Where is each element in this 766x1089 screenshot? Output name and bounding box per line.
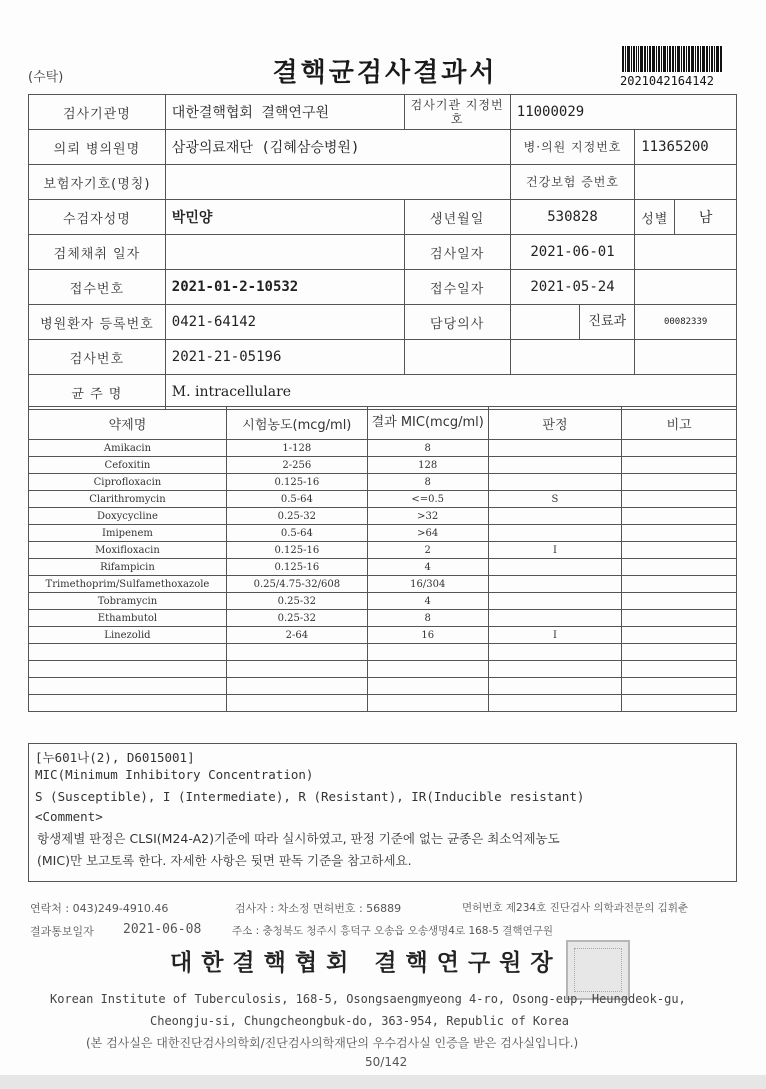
judgement: I bbox=[488, 627, 622, 644]
drug-name: Amikacin bbox=[29, 440, 227, 457]
certification-note: (본 검사실은 대한진단검사의학회/진단검사의학재단의 우수검사실 인증을 받은 검사실입니다.) bbox=[86, 1036, 579, 1050]
comment-line-2: (MIC)만 보고토록 한다. 자세한 사항은 뒷면 판독 기준을 참고하세요. bbox=[37, 853, 412, 868]
official-seal bbox=[566, 940, 630, 1000]
drug-name: Ciprofloxacin bbox=[29, 474, 227, 491]
test-date-value: 2021-06-01 bbox=[510, 235, 634, 270]
result-legend: S (Susceptible), I (Intermediate), R (Resistant), IR(Inducible resistant) bbox=[35, 789, 585, 804]
mic-value: >32 bbox=[367, 508, 488, 525]
page-number: 50/142 bbox=[365, 1055, 408, 1069]
mic-value bbox=[367, 678, 488, 695]
physician-license: 면허번호 제234호 진단검사 의학과전문의 김휘춘 bbox=[462, 902, 689, 914]
report-date-value: 2021-06-08 bbox=[123, 922, 202, 937]
mic-value: 16 bbox=[367, 627, 488, 644]
table-row bbox=[29, 627, 737, 644]
drug-name: Tobramycin bbox=[29, 593, 227, 610]
drug-name: Cefoxitin bbox=[29, 457, 227, 474]
judgement bbox=[488, 576, 622, 593]
test-range: 2-256 bbox=[226, 457, 367, 474]
test-range: 0.125-16 bbox=[226, 474, 367, 491]
drug-name: Trimethoprim/Sulfamethoxazole bbox=[29, 576, 227, 593]
remark bbox=[622, 627, 737, 644]
judgement bbox=[488, 559, 622, 576]
mic-value: 128 bbox=[367, 457, 488, 474]
mic-value: >64 bbox=[367, 525, 488, 542]
judgement bbox=[488, 610, 622, 627]
mic-value: 2 bbox=[367, 542, 488, 559]
remark bbox=[622, 695, 737, 712]
mic-value: <=0.5 bbox=[367, 491, 488, 508]
test-range bbox=[226, 695, 367, 712]
remark bbox=[622, 542, 737, 559]
test-range: 2-64 bbox=[226, 627, 367, 644]
judgement bbox=[488, 644, 622, 661]
mic-value: 4 bbox=[367, 593, 488, 610]
doctor-value bbox=[511, 305, 580, 339]
judgement bbox=[488, 440, 622, 457]
header-remark: 비고 bbox=[622, 407, 737, 440]
comment-line-1: 항생제별 판정은 CLSI(M24-A2)기준에 따라 실시하였고, 판정 기준에 없는 균종은 최소억제농도 bbox=[37, 831, 560, 846]
test-number-label: 검사번호 bbox=[29, 340, 166, 375]
judgement bbox=[488, 457, 622, 474]
comment-label: <Comment> bbox=[35, 809, 103, 824]
test-range: 0.125-16 bbox=[226, 559, 367, 576]
species-label: 균 주 명 bbox=[29, 375, 166, 410]
sex-value: 남 bbox=[675, 200, 737, 235]
table-row bbox=[29, 508, 737, 525]
header-drug: 약제명 bbox=[29, 407, 227, 440]
drug-name bbox=[29, 644, 227, 661]
judgement: I bbox=[488, 542, 622, 559]
header-judgement: 판정 bbox=[488, 407, 622, 440]
receipt-date-value: 2021-05-24 bbox=[510, 270, 634, 305]
insurer-value bbox=[165, 165, 510, 200]
birth-date-label: 생년월일 bbox=[404, 200, 510, 235]
barcode-image bbox=[622, 46, 728, 72]
mic-definition: MIC(Minimum Inhibitory Concentration) bbox=[35, 767, 314, 782]
tester-info: 검사자 : 차소정 면허번호 : 56889 bbox=[235, 902, 402, 915]
test-range: 0.25-32 bbox=[226, 593, 367, 610]
table-row bbox=[29, 525, 737, 542]
drug-name: Ethambutol bbox=[29, 610, 227, 627]
remark bbox=[622, 491, 737, 508]
receipt-date-label: 접수일자 bbox=[404, 270, 510, 305]
test-range: 0.5-64 bbox=[226, 491, 367, 508]
test-range: 0.25-32 bbox=[226, 610, 367, 627]
remark bbox=[622, 610, 737, 627]
hospital-code-label: 병·의원 지정번호 bbox=[510, 130, 634, 165]
table-row bbox=[29, 678, 737, 695]
department-label: 진료과 bbox=[588, 314, 627, 329]
remark bbox=[622, 508, 737, 525]
remark bbox=[622, 593, 737, 610]
mic-value bbox=[367, 695, 488, 712]
judgement bbox=[488, 593, 622, 610]
lab-label: 검사기관명 bbox=[29, 95, 166, 130]
collection-date-label: 검체채취 일자 bbox=[29, 235, 166, 270]
receipt-number-value: 2021-01-2-10532 bbox=[165, 270, 404, 305]
table-row bbox=[29, 576, 737, 593]
test-range: 1-128 bbox=[226, 440, 367, 457]
hospital-value: 삼광의료재단 (김혜삼승병원) bbox=[165, 130, 510, 165]
mic-value: 16/304 bbox=[367, 576, 488, 593]
registration-number-value: 0421-64142 bbox=[165, 305, 404, 340]
judgement bbox=[488, 525, 622, 542]
judgement: S bbox=[488, 491, 622, 508]
remark bbox=[622, 440, 737, 457]
mic-value: 8 bbox=[367, 440, 488, 457]
test-date-label: 검사일자 bbox=[404, 235, 510, 270]
lab-value: 대한결핵협회 결핵연구원 bbox=[165, 95, 404, 130]
test-range bbox=[226, 644, 367, 661]
doctor-label: 담당의사 bbox=[404, 305, 510, 340]
test-range: 0.125-16 bbox=[226, 542, 367, 559]
test-range: 0.25-32 bbox=[226, 508, 367, 525]
health-insurance-label: 건강보험 증번호 bbox=[510, 165, 634, 200]
mic-value: 8 bbox=[367, 474, 488, 491]
remark bbox=[622, 661, 737, 678]
table-row bbox=[29, 559, 737, 576]
drug-name bbox=[29, 678, 227, 695]
drug-name: Moxifloxacin bbox=[29, 542, 227, 559]
remark bbox=[622, 576, 737, 593]
remark bbox=[622, 644, 737, 661]
report-title: 결핵균검사결과서 bbox=[272, 58, 498, 88]
table-row bbox=[29, 474, 737, 491]
mic-value bbox=[367, 644, 488, 661]
drug-name: Rifampicin bbox=[29, 559, 227, 576]
scan-margin bbox=[0, 1075, 766, 1089]
drug-name: Doxycycline bbox=[29, 508, 227, 525]
patient-info-table bbox=[28, 94, 737, 410]
species-value: M. intracellulare bbox=[165, 375, 736, 410]
drug-name bbox=[29, 695, 227, 712]
table-row bbox=[29, 457, 737, 474]
drug-susceptibility-table bbox=[28, 406, 737, 712]
lab-code-label: 검사기관 지정번호 bbox=[404, 95, 510, 130]
judgement bbox=[488, 695, 622, 712]
remark bbox=[622, 525, 737, 542]
table-row bbox=[29, 542, 737, 559]
patient-name-value: 박민양 bbox=[165, 200, 404, 235]
institute-address: 주소 : 충청북도 청주시 흥덕구 오송읍 오송생명4로 168-5 결핵연구원 bbox=[232, 925, 554, 937]
table-row bbox=[29, 661, 737, 678]
department-value: 00082339 bbox=[635, 305, 737, 340]
hospital-code-value: 11365200 bbox=[635, 130, 737, 165]
remark bbox=[622, 559, 737, 576]
remark bbox=[622, 457, 737, 474]
test-range: 0.25/4.75-32/608 bbox=[226, 576, 367, 593]
receipt-number-label: 접수번호 bbox=[29, 270, 166, 305]
test-range bbox=[226, 678, 367, 695]
table-row bbox=[29, 593, 737, 610]
report-date-label: 결과통보일자 bbox=[30, 925, 94, 938]
english-address-2: Cheongju-si, Chungcheongbuk-do, 363-954, Republic of Korea bbox=[150, 1014, 570, 1028]
test-range: 0.5-64 bbox=[226, 525, 367, 542]
lab-code-value: 11000029 bbox=[510, 95, 736, 130]
table-row bbox=[29, 610, 737, 627]
mic-value bbox=[367, 661, 488, 678]
table-row bbox=[29, 491, 737, 508]
table-row bbox=[29, 440, 737, 457]
drug-name bbox=[29, 661, 227, 678]
mic-value: 8 bbox=[367, 610, 488, 627]
drug-name: Imipenem bbox=[29, 525, 227, 542]
judgement bbox=[488, 508, 622, 525]
sex-label: 성별 bbox=[635, 200, 675, 235]
birth-date-value: 530828 bbox=[510, 200, 634, 235]
health-insurance-value bbox=[635, 165, 737, 200]
table-row bbox=[29, 644, 737, 661]
english-address-1: Korean Institute of Tuberculosis, 168-5, Osongsaengmyeong 4-ro, Osong-eup, Heungdeok-gu, bbox=[50, 992, 686, 1006]
drug-name: Linezolid bbox=[29, 627, 227, 644]
remark bbox=[622, 678, 737, 695]
mic-value: 4 bbox=[367, 559, 488, 576]
test-number-value: 2021-21-05196 bbox=[165, 340, 404, 375]
barcode-number: 2021042164142 bbox=[620, 74, 714, 88]
header-range: 시험농도(mcg/ml) bbox=[226, 407, 367, 440]
judgement bbox=[488, 474, 622, 491]
collection-date-value bbox=[165, 235, 404, 270]
hospital-label: 의뢰 병의원명 bbox=[29, 130, 166, 165]
header-mic: 결과 MIC(mcg/ml) bbox=[367, 407, 488, 440]
remark bbox=[622, 474, 737, 491]
contact-info: 연락처 : 043)249-4910.46 bbox=[30, 902, 169, 915]
test-range bbox=[226, 661, 367, 678]
drug-name: Clarithromycin bbox=[29, 491, 227, 508]
patient-name-label: 수검자성명 bbox=[29, 200, 166, 235]
table-row bbox=[29, 695, 737, 712]
notes-box bbox=[28, 743, 737, 882]
consignment-tag: (수탁) bbox=[28, 70, 64, 85]
notes-code: [누601나(2), D6015001] bbox=[35, 750, 195, 765]
registration-number-label: 병원환자 등록번호 bbox=[29, 305, 166, 340]
institute-director: 대한결핵협회 결핵연구원장 bbox=[170, 949, 562, 976]
judgement bbox=[488, 678, 622, 695]
judgement bbox=[488, 661, 622, 678]
insurer-label: 보험자기호(명칭) bbox=[29, 165, 166, 200]
